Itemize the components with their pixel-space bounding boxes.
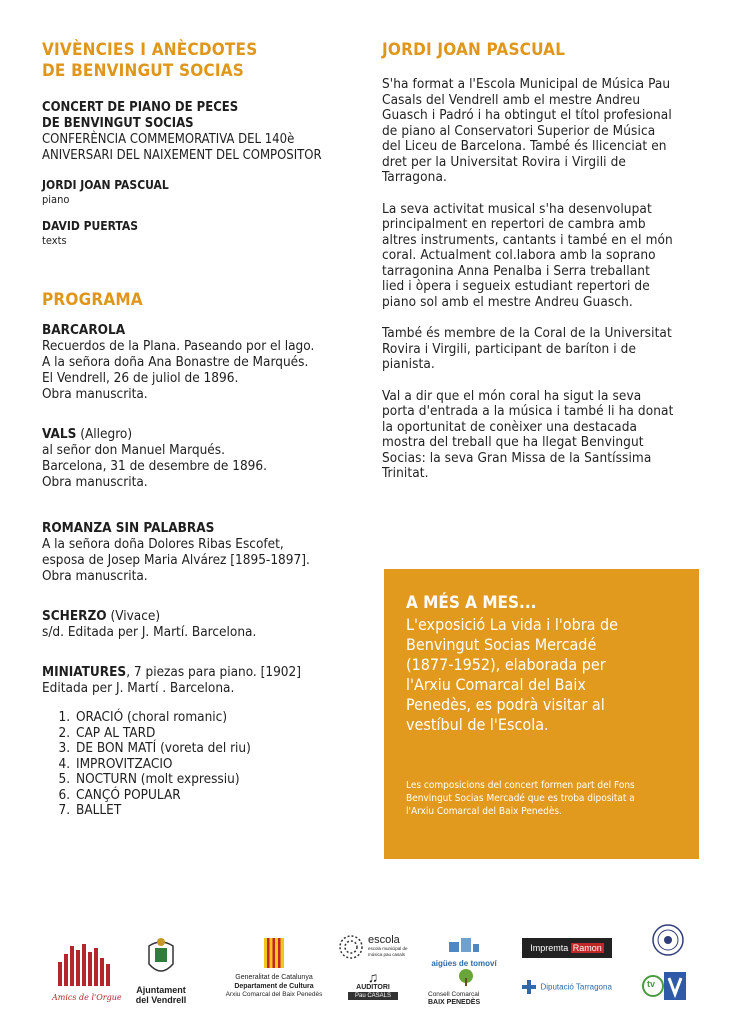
generalitat-text-3: Arxiu Comarcal del Baix Penedès	[225, 991, 323, 998]
consell-text-2: Comarcal	[451, 991, 480, 998]
piece-line: Obra manuscrita.	[42, 474, 148, 490]
movement-item: 4. IMPROVITZACIO	[74, 757, 372, 773]
generalitat-text-1: Generalitat de Catalunya	[235, 974, 313, 981]
piece-title: MINIATURES	[42, 664, 127, 680]
senyera-icon	[264, 938, 284, 968]
bio-line: S'ha format a l'Escola Municipal de Música Pau	[382, 76, 671, 92]
diputacio-icon	[522, 980, 536, 994]
generalitat-text-2: Departament de Cultura	[234, 983, 314, 990]
escola-circle-icon	[338, 934, 364, 960]
performer-narrator	[42, 219, 372, 248]
coat-of-arms-icon	[141, 936, 181, 980]
movement-item: 1. ORACIÓ (choral romanic)	[74, 710, 372, 726]
amics-orgue-text: Amics de l'Orgue	[52, 993, 122, 1002]
seal-icon	[652, 924, 684, 956]
piece-scherzo	[42, 608, 372, 640]
programa-heading: PROGRAMA	[42, 290, 143, 310]
performer-role: texts	[42, 234, 67, 247]
piece-line: esposa de Josep Maria Alvárez [1895-1897].	[42, 552, 310, 568]
bio-line: Trinitat.	[382, 465, 429, 481]
consell-tree-icon	[454, 968, 478, 986]
bio-line: Rovira i Virgili, participant de baríton i de	[382, 340, 637, 357]
bio-line: També és membre de la Coral de la Universitat	[382, 325, 672, 341]
concert-title	[42, 100, 372, 132]
aigues-text: aigües de tomoví	[431, 959, 497, 968]
auditori-text-2: Pau CASALS	[348, 992, 398, 1000]
piece-vals	[42, 426, 372, 490]
performer-name: DAVID PUERTAS	[42, 219, 138, 233]
tv-vendrell-logo	[642, 970, 692, 1007]
impremta-text-1: Impremta	[530, 943, 569, 953]
bio-line: lied i òpera i segueix estudiant repertori de	[382, 278, 650, 294]
piece-suffix: (Vivace)	[106, 608, 161, 624]
piece-line: A la señora doña Dolores Ribas Escofet,	[42, 536, 284, 552]
auditori-text-1: AUDITORI	[356, 984, 390, 991]
exhibition-line: Benvingut Socias Mercadé	[406, 635, 597, 654]
right-column	[382, 40, 707, 498]
escola-subtext: escola municipal de música pau casals	[368, 946, 408, 957]
piece-line: Obra manuscrita.	[42, 568, 148, 584]
exhibition-line: vestíbul de l'Escola.	[406, 715, 549, 734]
consell-text-1: Consell	[428, 991, 450, 998]
performer-pianist	[42, 178, 372, 207]
bio-paragraph	[382, 77, 707, 186]
bio-line: tarragonina Anna Penalba i Serra treballant	[382, 262, 650, 279]
exhibition-title: A MÉS A MES...	[406, 593, 537, 613]
movements-list	[42, 710, 372, 819]
bio-line: la oportunitat de conèixer una destacada	[382, 418, 638, 435]
performer-role: piano	[42, 193, 70, 206]
bio-line: Casals del Vendrell amb el mestre Andreu	[382, 91, 641, 108]
bio-paragraph	[382, 326, 707, 373]
event-heading-line1: VIVÈNCIES I ANÈCDOTES	[42, 40, 258, 60]
generalitat-logo	[214, 938, 334, 999]
bio-line: pianista.	[382, 356, 435, 372]
left-column	[42, 40, 372, 819]
exhibition-note	[406, 779, 677, 818]
bio-paragraph	[382, 202, 707, 311]
performer-name: JORDI JOAN PASCUAL	[42, 178, 169, 192]
sponsor-logos	[0, 920, 732, 1032]
bio-line: principalment en repertori de cambra amb	[382, 216, 646, 232]
escola-text: escola	[368, 934, 400, 946]
concert-title-line2: DE BENVINGUT SOCIAS	[42, 116, 194, 131]
bio-line: La seva activitat musical s'ha desenvolupat	[382, 200, 652, 217]
movement-item: 3. DE BON MATÍ (voreta del riu)	[74, 741, 372, 757]
exhibition-line: (1877-1952), elaborada per	[406, 655, 606, 674]
piece-title: BARCAROLA	[42, 322, 126, 338]
bio-line: Val a dir que el món coral ha sigut la seva	[382, 387, 642, 404]
movement-item: 2. CAP AL TARD	[74, 726, 372, 742]
seal-logo	[652, 924, 684, 961]
movement-item: 5. NOCTURN (molt expressiu)	[74, 772, 372, 788]
piece-line: Editada per J. Martí . Barcelona.	[42, 680, 235, 696]
piece-line: A la señora doña Ana Bonastre de Marqués.	[42, 354, 309, 370]
bio-line: dret per la Universitat Rovira i Virgili de	[382, 153, 626, 170]
ajuntament-text-2: del Vendrell	[135, 995, 187, 1005]
bio-heading: JORDI JOAN PASCUAL	[382, 40, 566, 60]
auditori-logo	[348, 970, 398, 1000]
piece-line: Recuerdos de la Plana. Paseando por el lago.	[42, 338, 315, 354]
aigues-building-icon	[447, 936, 481, 954]
concert-title-line1: CONCERT DE PIANO DE PECES	[42, 100, 239, 115]
bio-line: porta d'entrada a la música i també li ha donat	[382, 403, 674, 419]
exhibition-line: Penedès, es podrà visitar al	[406, 695, 605, 714]
movement-item: 7. BALLET	[74, 803, 372, 819]
bio-line: altres instruments, cantants i també en el món	[382, 231, 673, 248]
exhibition-note-line: Les composicions del concert formen part del Fons	[406, 780, 635, 791]
tv-text: tv	[647, 979, 656, 989]
exhibition-note-line: Benvingut Socias Mercadé que es troba dipositat a	[406, 793, 635, 804]
piece-title: VALS	[42, 426, 77, 442]
piece-miniatures	[42, 664, 372, 696]
piece-suffix: , 7 piezas para piano. [1902]	[126, 664, 302, 680]
piece-line: Obra manuscrita.	[42, 386, 148, 402]
bio-line: de piano al Conservatori Superior de Música	[382, 122, 656, 139]
bio-text	[382, 77, 707, 482]
ajuntament-logo	[128, 936, 194, 1005]
diputacio-logo	[522, 978, 622, 996]
escola-logo	[338, 934, 418, 960]
bio-paragraph	[382, 389, 707, 482]
bio-line: del Liceu de Barcelona. També és llicenciat en	[382, 138, 667, 154]
piece-line: s/d. Editada per J. Martí. Barcelona.	[42, 624, 257, 640]
bio-line: coral. Actualment col.labora amb la soprano	[382, 247, 656, 263]
exhibition-body	[406, 615, 677, 735]
bio-line: piano sol amb el mestre Andreu Guasch.	[382, 293, 633, 310]
piece-title: SCHERZO	[42, 608, 107, 624]
bio-line: Socias: la seva Gran Missa de la Santíssima	[382, 449, 652, 466]
organ-pipes-icon	[52, 940, 118, 990]
bio-line: Guasch i Padró i ha obtingut el títol profesional	[382, 107, 672, 123]
event-heading	[42, 40, 372, 82]
consell-logo	[428, 968, 506, 1007]
impremta-logo	[522, 938, 612, 958]
diputacio-text: Diputació Tarragona	[540, 982, 612, 992]
piece-barcarola	[42, 322, 372, 402]
exhibition-line: L'exposició La vida i l'obra de	[406, 615, 619, 634]
exhibition-note-line: l'Arxiu Comarcal del Baix Penedès.	[406, 806, 562, 817]
concert-subtitle	[42, 132, 372, 164]
aigues-logo	[424, 936, 504, 968]
note-icon: ♫	[367, 969, 379, 985]
piece-suffix: (Allegro)	[76, 426, 133, 442]
bio-line: Tarragona.	[382, 169, 447, 185]
exhibition-line: l'Arxiu Comarcal del Baix	[406, 675, 586, 694]
movement-item: 6. CANÇÓ POPULAR	[74, 788, 372, 804]
exhibition-box	[384, 569, 699, 859]
bio-line: mostra del treball que ha llegat Benvingut	[382, 434, 644, 450]
piece-line: al señor don Manuel Marqués.	[42, 442, 225, 458]
piece-romanza	[42, 520, 372, 584]
amics-orgue-logo	[52, 940, 122, 1002]
concert-subtitle-line2: ANIVERSARI DEL NAIXEMENT DEL COMPOSITOR	[42, 148, 322, 163]
piece-line: El Vendrell, 26 de juliol de 1896.	[42, 370, 239, 386]
ajuntament-text-1: Ajuntament	[136, 985, 186, 995]
concert-subtitle-line1: CONFERÈNCIA COMMEMORATIVA DEL 140è	[42, 132, 295, 147]
consell-text-3: BAIX PENEDÈS	[428, 999, 481, 1006]
piece-title: ROMANZA SIN PALABRAS	[42, 520, 215, 536]
piece-line: Barcelona, 31 de desembre de 1896.	[42, 458, 267, 474]
event-heading-line2: DE BENVINGUT SOCIAS	[42, 61, 244, 81]
impremta-text-2: Ramon	[572, 943, 602, 953]
